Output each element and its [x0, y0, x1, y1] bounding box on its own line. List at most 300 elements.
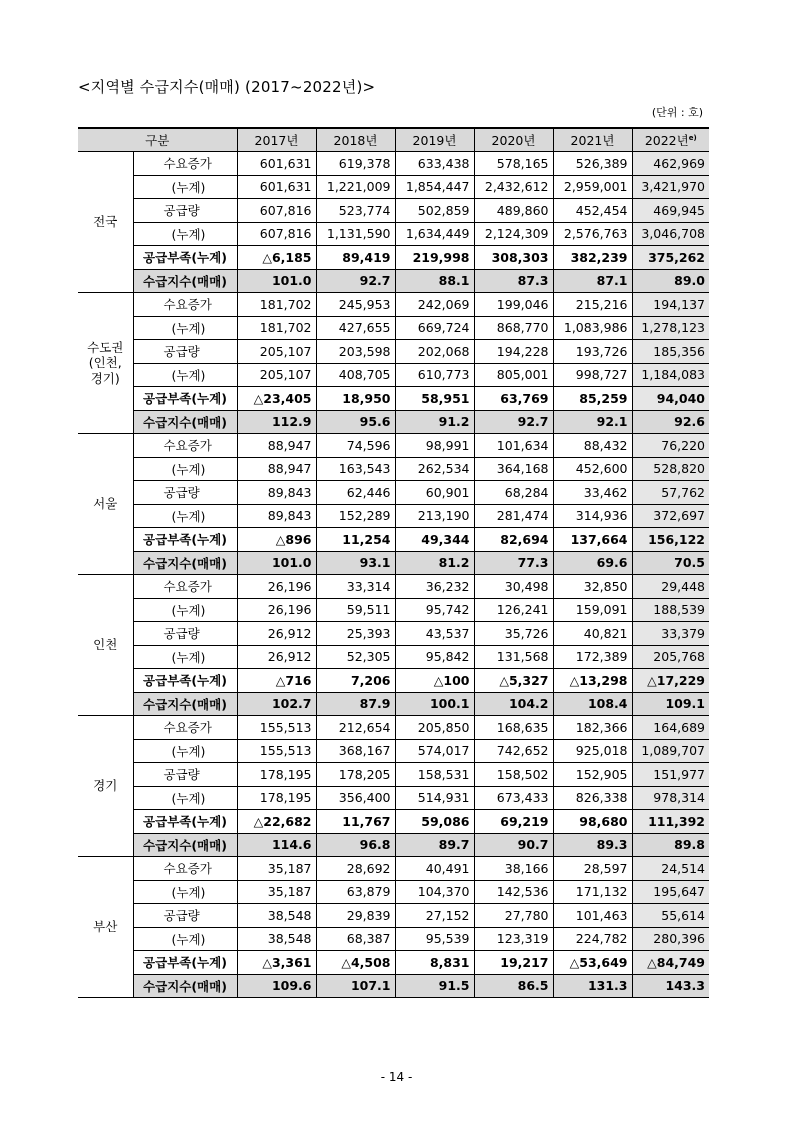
table-cell: 205,768 — [632, 645, 709, 669]
table-cell: 62,446 — [316, 481, 395, 505]
table-cell: △17,229 — [632, 669, 709, 693]
table-cell: 126,241 — [474, 598, 553, 622]
table-row — [78, 833, 709, 857]
table-cell: 40,491 — [395, 857, 474, 881]
table-cell: 182,366 — [553, 716, 632, 740]
row-label: 공급량 — [133, 904, 237, 928]
row-label: (누계) — [133, 739, 237, 763]
table-cell: 26,912 — [237, 622, 316, 646]
table-cell: 1,278,123 — [632, 316, 709, 340]
table-row — [78, 645, 709, 669]
row-label: 공급량 — [133, 622, 237, 646]
header-year: 2020년 — [474, 128, 553, 152]
table-cell: 372,697 — [632, 504, 709, 528]
table-cell: 2,124,309 — [474, 222, 553, 246]
table-cell: 89.7 — [395, 833, 474, 857]
table-cell: 137,664 — [553, 528, 632, 552]
table-cell: △3,361 — [237, 951, 316, 975]
table-row — [78, 316, 709, 340]
table-cell: 314,936 — [553, 504, 632, 528]
table-cell: 178,195 — [237, 786, 316, 810]
table-cell: 205,107 — [237, 340, 316, 364]
table-cell: 60,901 — [395, 481, 474, 505]
table-cell: 998,727 — [553, 363, 632, 387]
table-cell: 87.3 — [474, 269, 553, 293]
table-cell: 29,448 — [632, 575, 709, 599]
table-row — [78, 857, 709, 881]
row-label: (누계) — [133, 927, 237, 951]
table-row — [78, 763, 709, 787]
header-year: 2022년$^{e)}$ — [632, 128, 709, 152]
table-cell: 601,631 — [237, 152, 316, 176]
table-cell: 364,168 — [474, 457, 553, 481]
table-cell: 868,770 — [474, 316, 553, 340]
table-row — [78, 598, 709, 622]
table-cell: △22,682 — [237, 810, 316, 834]
table-cell: 90.7 — [474, 833, 553, 857]
table-cell: 38,548 — [237, 904, 316, 928]
row-label: (누계) — [133, 598, 237, 622]
table-cell: 87.9 — [316, 692, 395, 716]
table-cell: 152,289 — [316, 504, 395, 528]
table-row — [78, 622, 709, 646]
table-cell: △13,298 — [553, 669, 632, 693]
table-cell: 172,389 — [553, 645, 632, 669]
table-cell: 38,548 — [237, 927, 316, 951]
table-cell: 32,850 — [553, 575, 632, 599]
table-cell: 89,843 — [237, 504, 316, 528]
row-label: 공급부족(누계) — [133, 528, 237, 552]
row-label: 공급부족(누계) — [133, 951, 237, 975]
table-cell: 408,705 — [316, 363, 395, 387]
table-row — [78, 246, 709, 270]
table-cell: 95,539 — [395, 927, 474, 951]
table-cell: 70.5 — [632, 551, 709, 575]
table-cell: △896 — [237, 528, 316, 552]
table-cell: 356,400 — [316, 786, 395, 810]
table-cell: 368,167 — [316, 739, 395, 763]
table-cell: 188,539 — [632, 598, 709, 622]
table-cell: 69,219 — [474, 810, 553, 834]
table-cell: 89.0 — [632, 269, 709, 293]
row-label: 공급량 — [133, 199, 237, 223]
row-label: 공급량 — [133, 340, 237, 364]
table-row — [78, 387, 709, 411]
table-cell: 123,319 — [474, 927, 553, 951]
row-label: (누계) — [133, 175, 237, 199]
table-cell: 59,511 — [316, 598, 395, 622]
table-cell: 95,742 — [395, 598, 474, 622]
table-cell: 74,596 — [316, 434, 395, 458]
table-cell: 574,017 — [395, 739, 474, 763]
unit-label: (단위 : 호) — [651, 106, 703, 119]
table-cell: △84,749 — [632, 951, 709, 975]
table-cell: △23,405 — [237, 387, 316, 411]
row-label: 수요증가 — [133, 716, 237, 740]
table-cell: 202,068 — [395, 340, 474, 364]
page-title: <지역별 수급지수(매매) (2017~2022년)> — [78, 78, 376, 96]
table-cell: 81.2 — [395, 551, 474, 575]
table-cell: △53,649 — [553, 951, 632, 975]
table-cell: 601,631 — [237, 175, 316, 199]
table-cell: 151,977 — [632, 763, 709, 787]
table-cell: 111,392 — [632, 810, 709, 834]
table-cell: 607,816 — [237, 199, 316, 223]
table-cell: 98,680 — [553, 810, 632, 834]
table-cell: 92.1 — [553, 410, 632, 434]
table-row — [78, 880, 709, 904]
table-row — [78, 434, 709, 458]
table-cell: 89.3 — [553, 833, 632, 857]
row-label: (누계) — [133, 786, 237, 810]
row-label: 수급지수(매매) — [133, 833, 237, 857]
table-cell: 49,344 — [395, 528, 474, 552]
table-cell: 452,600 — [553, 457, 632, 481]
table-cell: 102.7 — [237, 692, 316, 716]
table-cell: 607,816 — [237, 222, 316, 246]
row-label: 수급지수(매매) — [133, 974, 237, 998]
table-row — [78, 199, 709, 223]
region-name: 인천 — [78, 575, 133, 716]
row-label: (누계) — [133, 457, 237, 481]
table-cell: 619,378 — [316, 152, 395, 176]
table-cell: 1,634,449 — [395, 222, 474, 246]
table-row — [78, 739, 709, 763]
row-label: 공급량 — [133, 763, 237, 787]
table-cell: △5,327 — [474, 669, 553, 693]
table-cell: 58,951 — [395, 387, 474, 411]
table-cell: 101.0 — [237, 551, 316, 575]
table-cell: 92.7 — [316, 269, 395, 293]
row-label: (누계) — [133, 363, 237, 387]
table-cell: 95.6 — [316, 410, 395, 434]
table-cell: 38,166 — [474, 857, 553, 881]
table-cell: 89.8 — [632, 833, 709, 857]
table-row — [78, 175, 709, 199]
table-cell: 76,220 — [632, 434, 709, 458]
table-cell: 489,860 — [474, 199, 553, 223]
table-cell: 528,820 — [632, 457, 709, 481]
row-label: 수요증가 — [133, 857, 237, 881]
header-year: 2021년 — [553, 128, 632, 152]
table-cell: 69.6 — [553, 551, 632, 575]
table-cell: 88.1 — [395, 269, 474, 293]
table-cell: 805,001 — [474, 363, 553, 387]
table-cell: 95,842 — [395, 645, 474, 669]
row-label: 수요증가 — [133, 152, 237, 176]
table-cell: 100.1 — [395, 692, 474, 716]
table-cell: 43,537 — [395, 622, 474, 646]
table-cell: 181,702 — [237, 316, 316, 340]
supply-demand-table — [78, 127, 709, 998]
table-cell: 181,702 — [237, 293, 316, 317]
table-cell: 452,454 — [553, 199, 632, 223]
table-cell: 92.7 — [474, 410, 553, 434]
table-cell: 578,165 — [474, 152, 553, 176]
table-row — [78, 293, 709, 317]
table-cell: 25,393 — [316, 622, 395, 646]
table-cell: 28,597 — [553, 857, 632, 881]
table-cell: 262,534 — [395, 457, 474, 481]
table-cell: 158,502 — [474, 763, 553, 787]
row-label: 수급지수(매매) — [133, 410, 237, 434]
region-name: 경기 — [78, 716, 133, 857]
estimate-mark: e) — [688, 133, 697, 142]
table-cell: 89,419 — [316, 246, 395, 270]
table-cell: 86.5 — [474, 974, 553, 998]
table-cell: 224,782 — [553, 927, 632, 951]
table-cell: 101.0 — [237, 269, 316, 293]
table-row — [78, 340, 709, 364]
table-row — [78, 786, 709, 810]
table-cell: 107.1 — [316, 974, 395, 998]
table-row — [78, 481, 709, 505]
row-label: (누계) — [133, 880, 237, 904]
table-cell: 1,089,707 — [632, 739, 709, 763]
table-cell: 8,831 — [395, 951, 474, 975]
table-cell: 7,206 — [316, 669, 395, 693]
table-cell: 55,614 — [632, 904, 709, 928]
table-cell: 826,338 — [553, 786, 632, 810]
table-cell: 178,195 — [237, 763, 316, 787]
table-cell: 3,421,970 — [632, 175, 709, 199]
table-cell: 245,953 — [316, 293, 395, 317]
table-cell: 215,216 — [553, 293, 632, 317]
table-cell: 18,950 — [316, 387, 395, 411]
table-cell: 168,635 — [474, 716, 553, 740]
table-cell: 925,018 — [553, 739, 632, 763]
table-cell: △716 — [237, 669, 316, 693]
row-label: 공급부족(누계) — [133, 810, 237, 834]
table-cell: 40,821 — [553, 622, 632, 646]
region-name: 서울 — [78, 434, 133, 575]
row-label: 공급부족(누계) — [133, 669, 237, 693]
table-cell: 82,694 — [474, 528, 553, 552]
table-cell: 203,598 — [316, 340, 395, 364]
table-cell: 114.6 — [237, 833, 316, 857]
row-label: 공급부족(누계) — [133, 387, 237, 411]
table-row — [78, 504, 709, 528]
table-cell: 242,069 — [395, 293, 474, 317]
table-cell: 63,769 — [474, 387, 553, 411]
table-cell: 308,303 — [474, 246, 553, 270]
table-cell: 11,254 — [316, 528, 395, 552]
row-label: 공급부족(누계) — [133, 246, 237, 270]
table-cell: △100 — [395, 669, 474, 693]
table-cell: 155,513 — [237, 739, 316, 763]
table-cell: 30,498 — [474, 575, 553, 599]
table-cell: 2,576,763 — [553, 222, 632, 246]
table-cell: 163,543 — [316, 457, 395, 481]
table-cell: 742,652 — [474, 739, 553, 763]
table-cell: 88,947 — [237, 434, 316, 458]
table-cell: 142,536 — [474, 880, 553, 904]
table-cell: 171,132 — [553, 880, 632, 904]
table-cell: 101,634 — [474, 434, 553, 458]
table-cell: 633,438 — [395, 152, 474, 176]
table-cell: 185,356 — [632, 340, 709, 364]
table-cell: 59,086 — [395, 810, 474, 834]
table-row — [78, 951, 709, 975]
table-cell: 2,959,001 — [553, 175, 632, 199]
table-cell: 109.1 — [632, 692, 709, 716]
table-cell: 27,152 — [395, 904, 474, 928]
table-cell: 382,239 — [553, 246, 632, 270]
table-cell: 219,998 — [395, 246, 474, 270]
table-cell: 27,780 — [474, 904, 553, 928]
table-cell: 152,905 — [553, 763, 632, 787]
table-cell: 26,196 — [237, 598, 316, 622]
table-cell: 462,969 — [632, 152, 709, 176]
table-cell: 24,514 — [632, 857, 709, 881]
table-row — [78, 927, 709, 951]
table-cell: 26,912 — [237, 645, 316, 669]
table-cell: 11,767 — [316, 810, 395, 834]
row-label: (누계) — [133, 504, 237, 528]
table-cell: 205,850 — [395, 716, 474, 740]
header-year: 2018년 — [316, 128, 395, 152]
table-cell: 33,379 — [632, 622, 709, 646]
table-cell: 669,724 — [395, 316, 474, 340]
table-cell: 91.5 — [395, 974, 474, 998]
row-label: 수요증가 — [133, 434, 237, 458]
region-name: 부산 — [78, 857, 133, 998]
region-name: 전국 — [78, 152, 133, 293]
table-row — [78, 692, 709, 716]
row-label: 수급지수(매매) — [133, 692, 237, 716]
table-cell: 93.1 — [316, 551, 395, 575]
table-cell: 194,137 — [632, 293, 709, 317]
table-cell: 57,762 — [632, 481, 709, 505]
table-cell: 98,991 — [395, 434, 474, 458]
table-row — [78, 457, 709, 481]
table-cell: 68,387 — [316, 927, 395, 951]
row-label: (누계) — [133, 316, 237, 340]
table-row — [78, 528, 709, 552]
table-cell: 213,190 — [395, 504, 474, 528]
table-row — [78, 222, 709, 246]
table-cell: 199,046 — [474, 293, 553, 317]
table-cell: △4,508 — [316, 951, 395, 975]
table-cell: 427,655 — [316, 316, 395, 340]
table-cell: 19,217 — [474, 951, 553, 975]
table-cell: 178,205 — [316, 763, 395, 787]
table-cell: 514,931 — [395, 786, 474, 810]
row-label: 공급량 — [133, 481, 237, 505]
table-cell: 131,568 — [474, 645, 553, 669]
table-cell: 96.8 — [316, 833, 395, 857]
table-cell: 88,947 — [237, 457, 316, 481]
table-cell: 193,726 — [553, 340, 632, 364]
table-cell: 88,432 — [553, 434, 632, 458]
table-cell: 131.3 — [553, 974, 632, 998]
table-cell: 156,122 — [632, 528, 709, 552]
table-cell: 1,184,083 — [632, 363, 709, 387]
table-row — [78, 410, 709, 434]
table-row — [78, 551, 709, 575]
table-cell: 143.3 — [632, 974, 709, 998]
table-cell: △6,185 — [237, 246, 316, 270]
table-cell: 68,284 — [474, 481, 553, 505]
table-cell: 194,228 — [474, 340, 553, 364]
table-cell: 375,262 — [632, 246, 709, 270]
row-label: (누계) — [133, 222, 237, 246]
table-cell: 35,187 — [237, 880, 316, 904]
table-cell: 85,259 — [553, 387, 632, 411]
table-row — [78, 974, 709, 998]
table-cell: 26,196 — [237, 575, 316, 599]
table-cell: 610,773 — [395, 363, 474, 387]
table-cell: 155,513 — [237, 716, 316, 740]
table-row — [78, 575, 709, 599]
table-cell: 63,879 — [316, 880, 395, 904]
table-cell: 526,389 — [553, 152, 632, 176]
table-cell: 1,131,590 — [316, 222, 395, 246]
table-cell: 109.6 — [237, 974, 316, 998]
table-cell: 28,692 — [316, 857, 395, 881]
table-cell: 108.4 — [553, 692, 632, 716]
table-row — [78, 669, 709, 693]
table-row — [78, 904, 709, 928]
table-cell: 29,839 — [316, 904, 395, 928]
header-year: 2019년 — [395, 128, 474, 152]
table-cell: 523,774 — [316, 199, 395, 223]
table-row — [78, 716, 709, 740]
row-label: (누계) — [133, 645, 237, 669]
table-cell: 158,531 — [395, 763, 474, 787]
table-cell: 104,370 — [395, 880, 474, 904]
table-cell: 164,689 — [632, 716, 709, 740]
table-cell: 112.9 — [237, 410, 316, 434]
table-cell: 1,083,986 — [553, 316, 632, 340]
row-label: 수급지수(매매) — [133, 551, 237, 575]
row-label: 수급지수(매매) — [133, 269, 237, 293]
table-cell: 1,854,447 — [395, 175, 474, 199]
table-cell: 502,859 — [395, 199, 474, 223]
table-cell: 1,221,009 — [316, 175, 395, 199]
table-row — [78, 269, 709, 293]
table-cell: 77.3 — [474, 551, 553, 575]
row-label: 수요증가 — [133, 293, 237, 317]
table-cell: 101,463 — [553, 904, 632, 928]
table-cell: 33,462 — [553, 481, 632, 505]
table-cell: 36,232 — [395, 575, 474, 599]
table-cell: 2,432,612 — [474, 175, 553, 199]
table-cell: 3,046,708 — [632, 222, 709, 246]
table-cell: 469,945 — [632, 199, 709, 223]
table-cell: 212,654 — [316, 716, 395, 740]
table-row — [78, 363, 709, 387]
table-cell: 280,396 — [632, 927, 709, 951]
table-cell: 87.1 — [553, 269, 632, 293]
table-cell: 92.6 — [632, 410, 709, 434]
table-row — [78, 152, 709, 176]
page-number: - 14 - — [380, 1070, 413, 1084]
header-year: 2017년 — [237, 128, 316, 152]
header-gubun: 구분 — [78, 128, 237, 152]
header-row — [78, 128, 709, 152]
table-cell: 195,647 — [632, 880, 709, 904]
row-label: 수요증가 — [133, 575, 237, 599]
table-cell: 673,433 — [474, 786, 553, 810]
table-cell: 33,314 — [316, 575, 395, 599]
table-cell: 159,091 — [553, 598, 632, 622]
table-cell: 978,314 — [632, 786, 709, 810]
region-name: 수도권 (인천, 경기) — [78, 293, 133, 434]
table-cell: 35,726 — [474, 622, 553, 646]
table-cell: 205,107 — [237, 363, 316, 387]
table-cell: 104.2 — [474, 692, 553, 716]
